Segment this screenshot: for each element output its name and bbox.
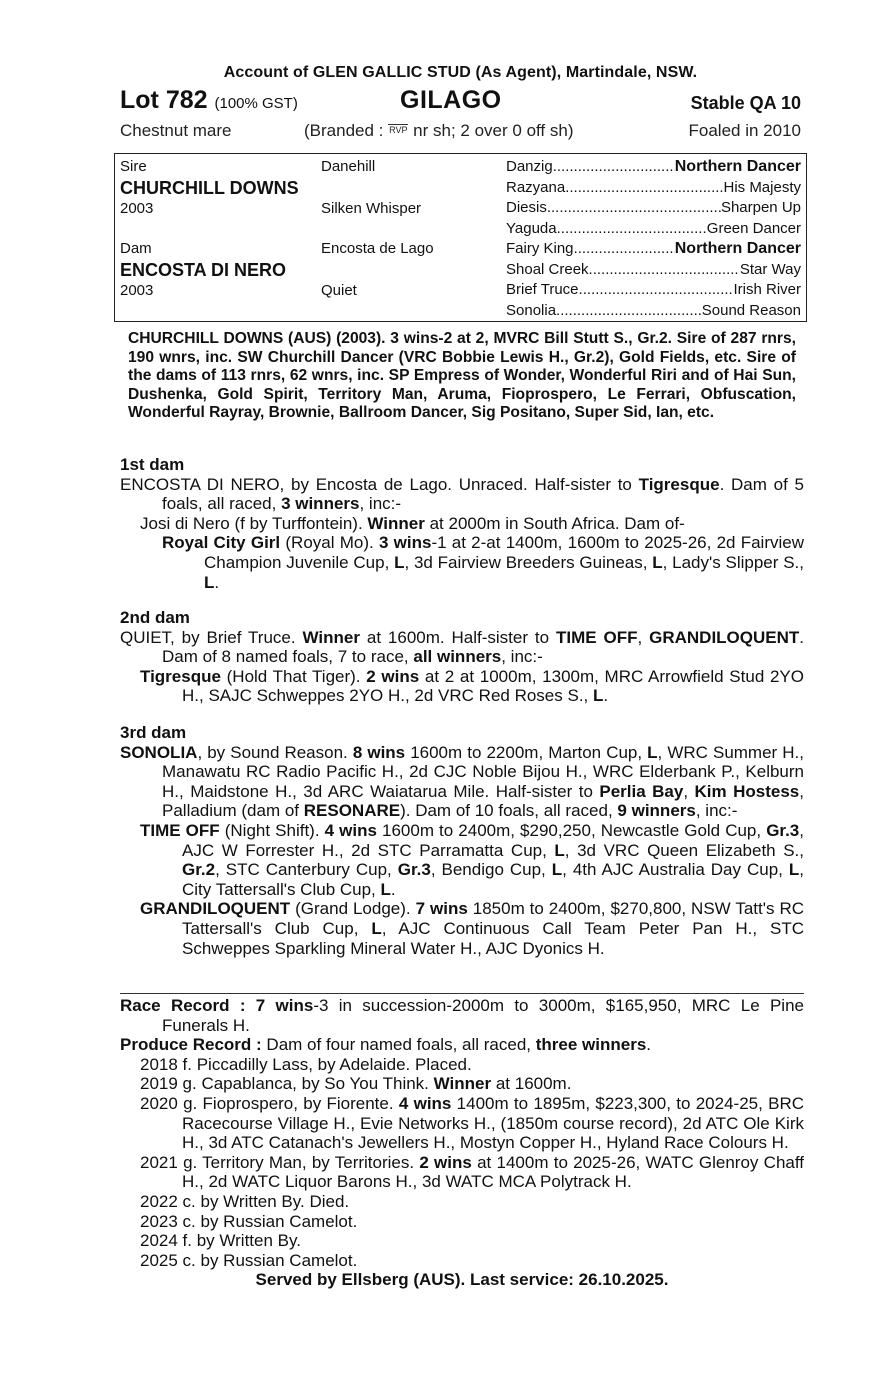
ancestor-row [506,261,801,278]
leader-dots [565,179,723,196]
horse-name: GILAGO [400,86,502,114]
vendor-account: Account of GLEN GALLIC STUD (As Agent), Martindale, NSW. [223,64,698,81]
bold-run: Produce Record : [120,1035,262,1055]
ancestor-sire: Sharpen Up [720,199,801,216]
text-run: , by Sound Reason. [197,742,353,762]
leader-dots [589,261,740,278]
text-run: ). Dam of 10 foals, all raced, [400,801,618,821]
text-run: , Lady's Slipper S., [662,552,804,572]
text-run: , 3d VRC Queen Elizabeth S., [564,840,804,860]
ancestor-sire: Green Dancer [706,219,801,237]
text-run: , [683,781,695,801]
dam-sire: Encosta de Lago [321,240,434,257]
bold-run: 4 wins [324,820,377,840]
text-run: . [646,1035,652,1055]
gst-note: (100% GST) [214,95,298,112]
bold-run: 7 wins [415,899,468,919]
text-run: at 2 at 1000m, 1300m, MRC Arrowfield Stud 2YO H., SAJC Schweppes 2YO H., 2d VRC Red Roses S., [182,666,804,706]
bold-run: 8 wins [352,742,406,762]
text-run: , 4th AJC Australia Day Cup, [562,860,789,880]
lot-label: Lot 782 [120,86,208,114]
dam-year: 2003 [120,282,154,299]
bold-run: Winner [302,627,360,647]
brand-info [304,121,574,141]
third-dam-section [120,723,804,958]
ancestor-name: Sonolia [506,301,557,319]
ancestor-name: Razyana [506,178,566,196]
bold-run: GRANDILOQUENT [649,627,800,647]
text-run: 2020 g. Fioprospero, by Fiorente. [140,1093,399,1113]
bold-run: TIME OFF [555,627,638,647]
bold-run: Gr.3 [766,820,800,840]
leader-dots [553,158,675,176]
bold-run: L [788,860,800,880]
dam-dam: Quiet [321,282,357,299]
produce-record [120,1035,804,1055]
text-run: ENCOSTA DI NERO, by Encosta de Lago. Unraced. Half-sister to [120,474,639,494]
brand-mark-icon: RVP [389,125,408,135]
foal-entry [120,1153,804,1192]
text-run: 2024 f. by Written By. [140,1231,301,1251]
text-run: -1 at 2-at 1400m, 1600m to 2025-26, 2d Fairview Champion Juvenile Cup, [204,533,805,572]
text-run: Josi di Nero (f by Turffontein). [140,513,368,533]
text-run: . [214,572,220,592]
text-run: , STC Canterbury Cup, [215,860,398,880]
text-run: , City Tattersall's Club Cup, [182,860,804,899]
text-run: Dam of four named foals, all raced, [261,1035,536,1055]
first-dam-heading: 1st dam [120,455,185,474]
text-run: (Hold That Tiger). [220,666,367,686]
bold-run: 3 winners [281,494,360,514]
bold-run: Royal City Girl [162,533,281,553]
color-sex: Chestnut mare [120,121,232,140]
text-run: , AJC W Forrester H., 2d STC Parramatta Cup, [182,820,805,860]
bold-run: Race Record : 7 wins [120,996,314,1015]
text-run: at 1600m. Half-sister to [359,627,556,647]
sire-label: Sire [120,158,147,175]
text-run: , AJC Continuous Call Team Peter Pan H., STC Schweppes Sparkling Mineral Water H., AJC Dyonics H. [182,918,805,958]
first-dam-section [120,455,804,592]
brand-prefix: (Branded : [304,121,389,140]
leader-dots [579,281,734,298]
bold-run: 9 winners [617,801,696,821]
race-record [120,996,804,1035]
bold-run: all winners [413,647,502,667]
leader-dots [556,302,702,319]
bold-run: L [551,860,563,880]
bold-run: 4 wins [398,1093,452,1113]
ancestor-name: Yaguda [506,219,557,237]
text-run: 2018 f. Piccadilly Lass, by Adelaide. Placed. [140,1054,472,1074]
bold-run: 2 wins [419,1152,472,1172]
foal-entry [120,1212,804,1232]
sire-summary: CHURCHILL DOWNS (AUS) (2003). 3 wins-2 at 2, MVRC Bill Stutt S., Gr.2. Sire of 287 rnrs, 190 wnrs, inc. SW Churchill Dancer (VRC Bobbie Lewis H., Gr.2), Gold Fields, etc. Sire of the dams of 113 rnrs, 62 wnrs, inc. SP Empress of Wonder, Wonderful Riri and of Hai Sun, Dushenka, Gold Spirit, Territory Man, Aruma, Fioprospero, Le Ferrari, Obfuscation, Wonderful Rayray, Brownie, Ballroom Dancer, Sig Positano, Super Sid, Ian, etc. [128,330,796,422]
bold-run: Kim Hostess [694,781,800,801]
text-run: 2023 c. by Russian Camelot. [140,1211,358,1231]
ancestor-row [506,281,801,298]
text-run: , Bendigo Cup, [430,860,552,880]
section-divider [120,993,804,994]
text-run: 2019 g. Capablanca, by So You Think. [140,1074,434,1094]
bold-run: L [204,572,215,592]
ancestor-row [506,179,801,196]
ancestor-name: Danzig [506,158,553,175]
records-section [120,996,804,1290]
ancestor-row [506,158,801,176]
bold-run: L [554,840,565,860]
bold-run: Gr.3 [397,860,431,880]
bold-run: Gr.2 [182,860,216,880]
text-run: , inc:- [695,801,738,821]
leader-dots [557,220,707,237]
bold-run: Winner [433,1074,492,1094]
pedigree-table [114,153,807,322]
text-run: 1600m to 2200m, Marton Cup, [405,742,648,762]
text-run: , [637,627,650,647]
sire-sire: Danehill [321,158,376,175]
foal-entry [120,1192,804,1212]
foaled-year: Foaled in 2010 [688,121,801,140]
third-dam-heading: 3rd dam [120,723,187,742]
second-dam-heading: 2nd dam [120,608,190,627]
text-run: , inc:- [359,494,402,514]
text-run: , WRC Summer H., Manawatu RC Radio Pacific H., 2d CJC Noble Bijou H., WRC Elderbank P., Kelburn H., Maidstone H., 3d ARC Waiatarua Mile. Half-sister to [162,742,804,801]
served-note: Served by Ellsberg (AUS). Last service: 26.10.2025. [255,1270,669,1290]
text-run: 2022 c. by Written By. Died. [140,1191,350,1211]
sire-dam: Silken Whisper [321,200,422,217]
text-run: 1400m to 1895m, $223,300, to 2024-25, BRC Racecourse Village H., Evie Networks H., (1850m course record), 2d ATC Ole Kirk H., 3d ATC Catanach's Jewellers H., Mostyn Copper H., Hyland Race Colours H. [182,1093,805,1153]
text-run: , Palladium (dam of [162,781,804,821]
bold-run: Winner [367,513,425,533]
lot-header [120,86,801,118]
sire-name: CHURCHILL DOWNS [120,178,299,198]
third-dam-para [120,743,804,821]
ancestor-sire: Northern Dancer [674,158,801,175]
bold-run: L [652,552,663,572]
ancestor-sire: His Majesty [723,178,801,196]
foal-entry [120,1074,804,1094]
bold-run: Perlia Bay [599,781,684,801]
second-dam-section [120,608,804,706]
bold-run: Tigresque [638,474,720,494]
lot-number [120,86,298,115]
leader-dots [547,199,721,216]
foal-entry [120,1094,804,1153]
ancestor-sire: Irish River [733,281,801,298]
text-run: (Grand Lodge). [290,899,416,919]
brand-suffix: nr sh; 2 over 0 off sh) [408,121,574,140]
ancestor-sire: Star Way [739,260,801,278]
ancestor-row [506,240,801,258]
text-run: 2021 g. Territory Man, by Territories. [140,1152,420,1172]
bold-run: L [394,552,405,572]
ancestor-row [506,220,801,237]
bold-run: RESONARE [303,801,401,821]
stable-number: Stable QA 10 [690,93,801,113]
bold-run: 2 wins [366,666,420,686]
bold-run: L [593,686,604,706]
bold-run: 3 wins [378,533,432,553]
text-run: at 2000m in South Africa. Dam of- [424,513,685,533]
bold-run: SONOLIA [120,742,198,762]
foal-entry [120,1231,804,1251]
dam-label: Dam [120,240,152,257]
foal-entry [120,1055,804,1075]
bold-run: L [371,918,382,938]
ancestor-sire: Sound Reason [701,301,801,319]
third-dam-progeny-1 [120,821,804,899]
ancestor-name: Diesis [506,199,547,216]
second-dam-para [120,628,804,667]
text-run: at 1400m to 2025-26, WATC Glenroy Chaff H., 2d WATC Liquor Barons H., 3d WATC MCA Polytrack H. [182,1152,804,1192]
text-run: . Dam of 8 named foals, 7 to race, [162,627,805,667]
ancestor-row [506,199,801,216]
first-dam-para [120,475,804,514]
first-dam-progeny [120,514,804,534]
second-dam-progeny [120,667,804,706]
text-run: (Royal Mo). [280,533,379,553]
bold-run: TIME OFF [140,820,220,840]
text-run: , 3d Fairview Breeders Guineas, [404,552,653,572]
bold-run: L [647,742,658,762]
text-run: , inc:- [501,647,543,667]
text-run: . [603,686,609,706]
third-dam-progeny-2 [120,899,804,958]
text-run: 2025 c. by Russian Camelot. [140,1250,358,1270]
bold-run: three winners [535,1035,647,1055]
first-dam-grand-progeny [120,533,804,592]
bold-run: GRANDILOQUENT [140,899,291,919]
foal-entry [120,1251,804,1271]
ancestor-sire: Northern Dancer [674,240,801,257]
ancestor-name: Fairy King [506,240,574,257]
text-run: (Night Shift). [219,820,325,840]
ancestor-name: Shoal Creek [506,260,589,278]
leader-dots [574,240,675,258]
ancestor-row [506,302,801,319]
bold-run: Tigresque [140,666,221,686]
dam-name: ENCOSTA DI NERO [120,260,287,280]
text-run: 1600m to 2400m, $290,250, Newcastle Gold Cup, [376,820,767,840]
text-run: . [390,879,396,899]
bold-run: L [380,879,391,899]
text-run: -3 in succession-2000m to 3000m, $165,950, MRC Le Pine Funerals H. [162,996,804,1035]
text-run: QUIET, by Brief Truce. [120,627,303,647]
ancestor-name: Brief Truce [506,281,579,298]
text-run: at 1600m. [491,1074,572,1094]
text-run: 1850m to 2400m, $270,800, NSW Tatt's RC Tattersall's Club Cup, [182,899,804,938]
sire-year: 2003 [120,200,154,217]
foals-list [120,1055,804,1271]
text-run: . Dam of 5 foals, all raced, [162,474,805,514]
